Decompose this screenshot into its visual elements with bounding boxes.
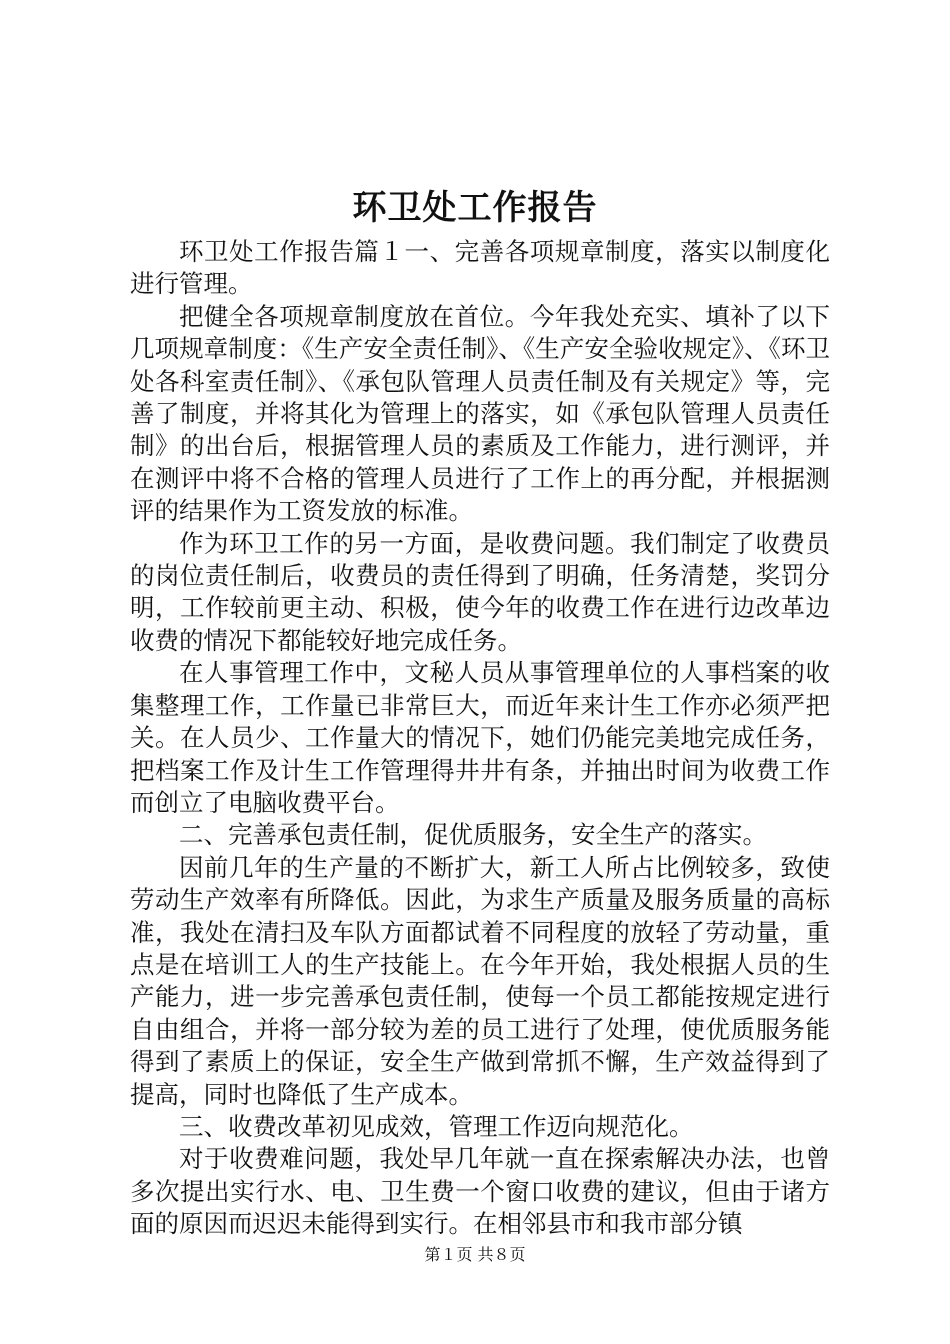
document-title: 环卫处工作报告 [352,188,598,228]
document-body [130,236,830,1241]
paragraph: 把健全各项规章制度放在首位。今年我处充实、填补了以下几项规章制度：《生产安全责任制》、《生产安全验收规定》、《环卫处各科室责任制》、《承包队管理人员责任制及有关规定》等，完善了制度，并将其化为管理上的落实，如《承包队管理人员责任制》的出台后，根据管理人员的素质及工作能力，进行测评，并在测评中将不合格的管理人员进行了工作上的再分配，并根据测评的结果作为工资发放的标准。 [130,301,830,526]
paragraph: 环卫处工作报告篇１一、完善各项规章制度，落实以制度化进行管理。 [130,237,830,299]
paragraph: 在人事管理工作中，文秘人员从事管理单位的人事档案的收集整理工作，工作量已非常巨大，而近年来计生工作亦必须严把关。在人员少、工作量大的情况下，她们仍能完美地完成任务，把档案工作及计生工作管理得井井有条，并抽出时间为收费工作而创立了电脑收费平台。 [130,658,830,817]
page-footer: 第１页 共８页 [424,1245,526,1264]
section-heading: 三、收费改革初见成效，管理工作迈向规范化。 [179,1111,694,1141]
paragraph: 作为环卫工作的另一方面，是收费问题。我们制定了收费员的岗位责任制后，收费员的责任得到了明确，任务清楚，奖罚分明，工作较前更主动、积极，使今年的收费工作在进行边改革边收费的情况下都能较好地完成任务。 [130,528,830,655]
section-heading: 二、完善承包责任制，促优质服务，安全生产的落实。 [179,820,767,850]
paragraph: 因前几年的生产量的不断扩大，新工人所占比例较多，致使劳动生产效率有所降低。因此，为求生产质量及服务质量的高标准，我处在清扫及车队方面都试着不同程度的放轻了劳动量，重点是在培训工人的生产技能上。在今年开始，我处根据人员的生产能力，进一步完善承包责任制，使每一个员工都能按规定进行自由组合，并将一部分较为差的员工进行了处理，使优质服务能得到了素质上的保证，安全生产做到常抓不懈，生产效益得到了提高，同时也降低了生产成本。 [130,852,830,1109]
paragraph: 对于收费难问题，我处早几年就一直在探索解决办法，也曾多次提出实行水、电、卫生费一个窗口收费的建议，但由于诸方面的原因而迟迟未能得到实行。在相邻县市和我市部分镇 [130,1144,830,1239]
